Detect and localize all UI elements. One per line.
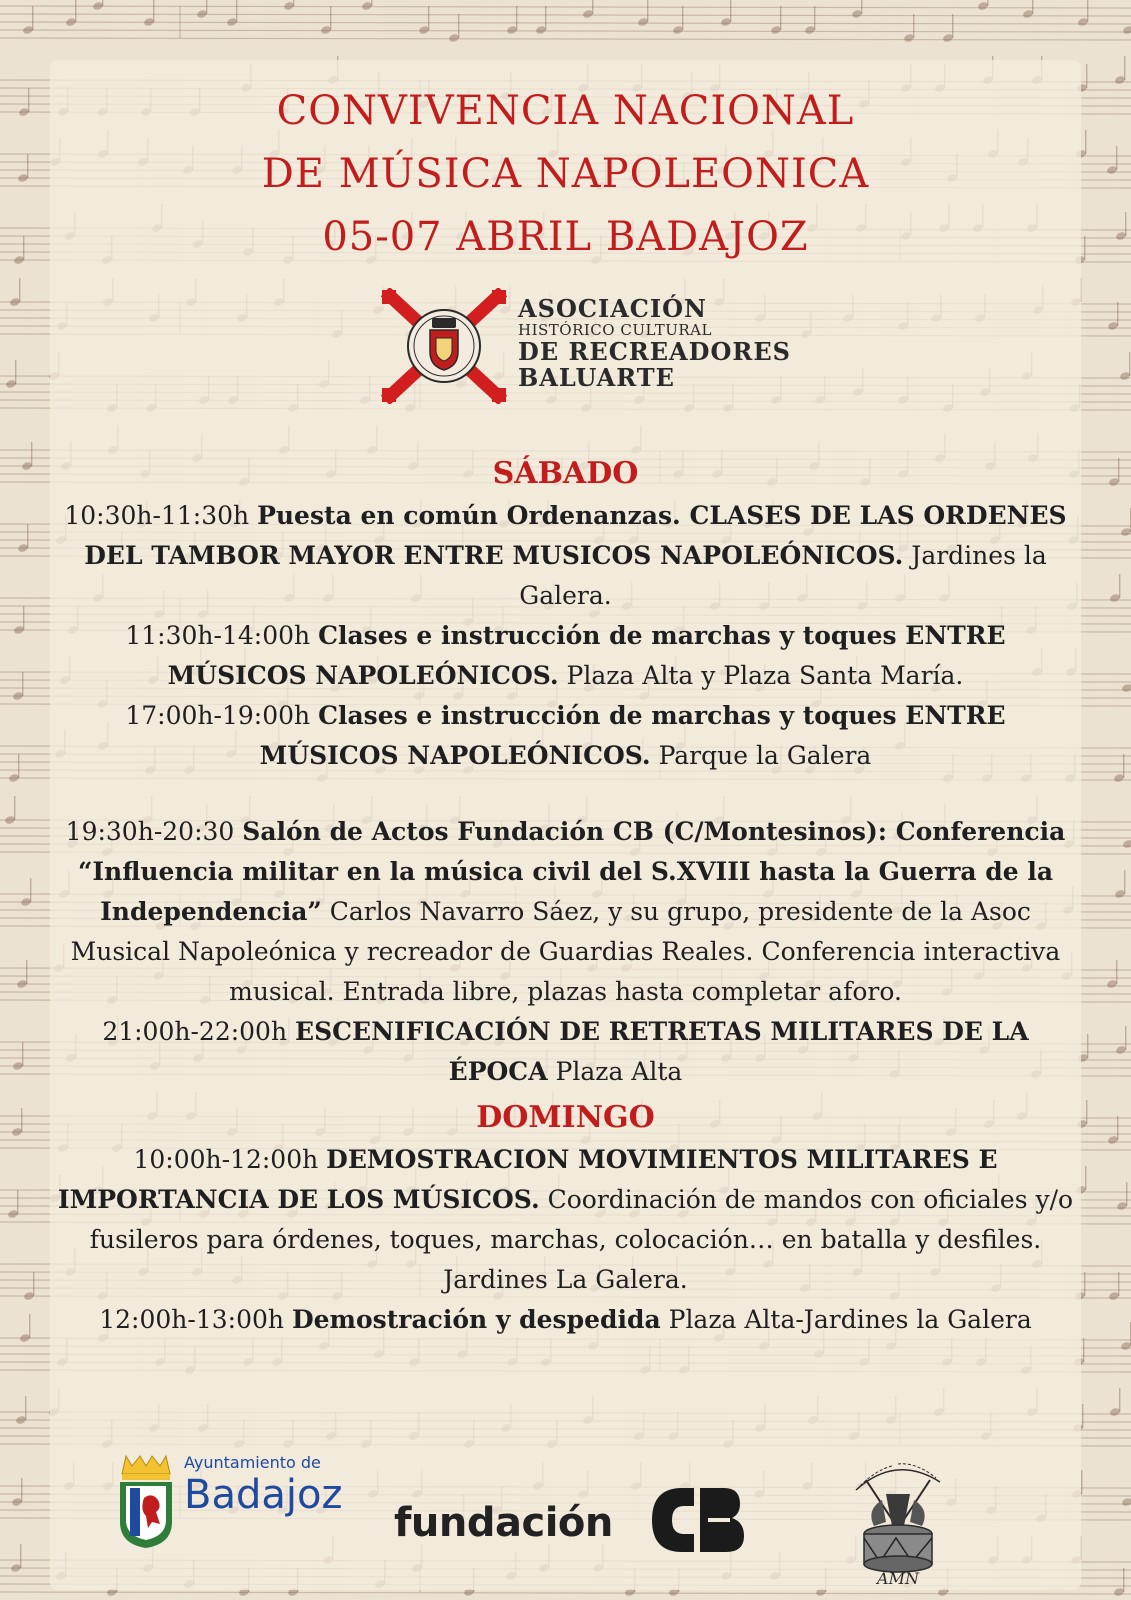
- schedule-entry: [55, 812, 1076, 1012]
- note-stem: [1124, 870, 1125, 894]
- note-stem: [780, 6, 781, 30]
- entry-time: 19:30h-20:30: [65, 817, 243, 846]
- note-head: [1121, 683, 1131, 693]
- entry-title: Salón de Actos Fundación CB (C/Montesinos): Conferencia “Influencia militar en la música civil del S.XVIII hasta la Guerra de la Independencia”: [77, 817, 1066, 926]
- note-stem: [31, 442, 32, 466]
- fundacion-cb-logo: [648, 1484, 748, 1556]
- note-stem: [1126, 1182, 1127, 1206]
- association-name: [518, 296, 791, 391]
- note-stem: [32, 6, 33, 30]
- entry-place: Plaza Alta: [547, 1057, 683, 1086]
- note-stem: [1116, 960, 1117, 984]
- association-line-3: DE RECREADORES: [518, 337, 791, 366]
- note-stem: [1085, 1166, 1086, 1190]
- note-stem: [516, 6, 517, 30]
- title-line-2: DE MÚSICA NAPOLEONICA: [261, 151, 870, 197]
- note-stem: [730, 0, 731, 22]
- entry-time: 17:00h-19:00h: [125, 701, 319, 730]
- note-stem: [27, 524, 28, 548]
- program-schedule: [55, 452, 1076, 1340]
- note-stem: [330, 6, 331, 30]
- entry-time: 12:00h-13:00h: [99, 1305, 292, 1334]
- entry-title: Puesta en común Ordenanzas. CLASES DE LAS ORDENES DEL TAMBOR MAYOR ENTRE MUSICOS NAPOLEÓNICOS.: [84, 501, 1067, 570]
- note-stem: [428, 6, 429, 30]
- note-stem: [545, 6, 546, 30]
- schedule-entry: [55, 696, 1076, 776]
- note-head: [1121, 1497, 1131, 1507]
- saturday-heading: SÁBADO: [492, 456, 639, 491]
- note-head: [1122, 839, 1131, 849]
- entry-title: DEMOSTRACION MOVIMIENTOS MILITARES E IMPORTANCIA DE LOS MÚSICOS.: [57, 1145, 998, 1214]
- seal-initials: AMN: [877, 1569, 919, 1588]
- entry-place: Jardines la Galera.: [519, 541, 1047, 610]
- note-stem: [1119, 574, 1120, 598]
- note-stem: [21, 1108, 22, 1132]
- entry-place: Carlos Navarro Sáez, y su grupo, presidente de la Asoc Musical Napoleónica y recreador de Guardias Reales. Conferencia interactiva musical. Entrada libre, plazas hasta completar aforo.: [70, 897, 1061, 1006]
- note-stem: [206, 0, 207, 14]
- note-stem: [1086, 1100, 1087, 1124]
- note-stem: [33, 1272, 34, 1296]
- staff-line: [0, 22, 1131, 24]
- note-stem: [913, 14, 914, 38]
- note-stem: [1117, 1116, 1118, 1140]
- entry-place: Parque la Galera: [650, 741, 872, 770]
- note-stem: [1124, 56, 1125, 80]
- schedule-entry: [55, 1140, 1076, 1300]
- note-stem: [102, 0, 103, 6]
- note-stem: [1032, 0, 1033, 14]
- note-stem: [1118, 1272, 1119, 1296]
- note-stem: [29, 1314, 30, 1338]
- entry-time: 10:30h-11:30h: [64, 501, 258, 530]
- note-stem: [75, 0, 76, 22]
- ayuntamiento-badajoz-name: [184, 1453, 342, 1517]
- note-stem: [21, 1478, 22, 1502]
- note-stem: [1087, 0, 1088, 22]
- badajoz-coat-of-arms-logo: [114, 1452, 178, 1550]
- staff-line: [0, 6, 1131, 8]
- note-head: [1120, 527, 1131, 537]
- entry-title: ESCENIFICACIÓN DE RETRETAS MILITARES DE LA ÉPOCA: [295, 1017, 1029, 1086]
- note-stem: [293, 0, 294, 6]
- note-stem: [22, 1042, 23, 1066]
- note-stem: [861, 0, 862, 14]
- entry-title: Clases e instrucción de marchas y toques ENTRE MÚSICOS NAPOLEÓNICOS.: [259, 701, 1006, 770]
- note-stem: [1118, 458, 1119, 482]
- note-stem: [19, 278, 20, 302]
- note-stem: [25, 1396, 26, 1420]
- note-stem: [1082, 1404, 1083, 1428]
- association-line-2: HISTÓRICO CULTURAL: [518, 321, 712, 339]
- note-head: [1120, 1341, 1131, 1351]
- association-line-1: ASOCIACIÓN: [518, 294, 707, 323]
- spacer: [55, 776, 1076, 812]
- schedule-entry: [55, 496, 1076, 616]
- title-line-3: 05-07 ABRIL BADAJOZ: [322, 214, 809, 260]
- note-stem: [1087, 1034, 1088, 1058]
- fundacion-label: fundación: [394, 1500, 613, 1546]
- staff-line: [0, 38, 1131, 40]
- note-stem: [26, 960, 27, 984]
- entry-place: Plaza Alta y Plaza Santa María.: [558, 661, 964, 690]
- note-stem: [647, 0, 648, 22]
- note-stem: [952, 14, 953, 38]
- entry-place: Coordinación de mandos con oficiales y/o fusileros para órdenes, toques, marchas, colocación… en batalla y desfiles. Jardines La Galera.: [89, 1185, 1074, 1294]
- note-stem: [592, 0, 593, 14]
- entry-time: 11:30h-14:00h: [125, 621, 319, 650]
- entry-place: Plaza Alta-Jardines la Galera: [660, 1305, 1032, 1334]
- note-stem: [1083, 1338, 1084, 1362]
- note-stem: [30, 878, 31, 902]
- note-stem: [23, 606, 24, 630]
- note-stem: [371, 0, 372, 6]
- note-stem: [18, 754, 19, 778]
- note-stem: [1117, 302, 1118, 326]
- ayuntamiento-label: Ayuntamiento de: [184, 1453, 321, 1472]
- note-stem: [1129, 352, 1130, 376]
- staff-line: [0, 14, 1131, 16]
- note-stem: [1081, 1470, 1082, 1494]
- note-stem: [22, 672, 23, 696]
- sunday-heading: DOMINGO: [476, 1100, 655, 1135]
- event-title: [0, 80, 1131, 269]
- note-stem: [1123, 754, 1124, 778]
- note-stem: [1125, 1026, 1126, 1050]
- entry-title: Demostración y despedida: [291, 1305, 661, 1334]
- note-stem: [1123, 1568, 1124, 1592]
- note-stem: [153, 0, 154, 22]
- musical-association-seal-logo: [846, 1450, 950, 1590]
- note-stem: [1084, 1272, 1085, 1296]
- note-stem: [17, 1190, 18, 1214]
- note-head: [1122, 25, 1131, 35]
- schedule-entry: [55, 1300, 1076, 1340]
- note-stem: [987, 0, 988, 6]
- title-line-1: CONVIVENCIA NACIONAL: [276, 88, 855, 134]
- entry-title: Clases e instrucción de marchas y toques ENTRE MÚSICOS NAPOLEÓNICOS.: [167, 621, 1006, 690]
- note-stem: [236, 0, 237, 22]
- association-line-4: BALUARTE: [518, 363, 675, 392]
- note-stem: [1119, 1388, 1120, 1412]
- association-crest-logo: [380, 288, 508, 404]
- note-stem: [15, 360, 16, 384]
- note-stem: [458, 14, 459, 38]
- note-stem: [682, 6, 683, 30]
- schedule-entry: [55, 1012, 1076, 1092]
- staff-line: [0, 1592, 1131, 1594]
- entry-time: 10:00h-12:00h: [133, 1145, 327, 1174]
- note-stem: [814, 6, 815, 30]
- note-stem: [20, 1544, 21, 1568]
- badajoz-label: Badajoz: [184, 1472, 343, 1518]
- entry-time: 21:00h-22:00h: [102, 1017, 296, 1046]
- schedule-entry: [55, 616, 1076, 696]
- staff-line: [0, 30, 1131, 32]
- note-stem: [14, 796, 15, 820]
